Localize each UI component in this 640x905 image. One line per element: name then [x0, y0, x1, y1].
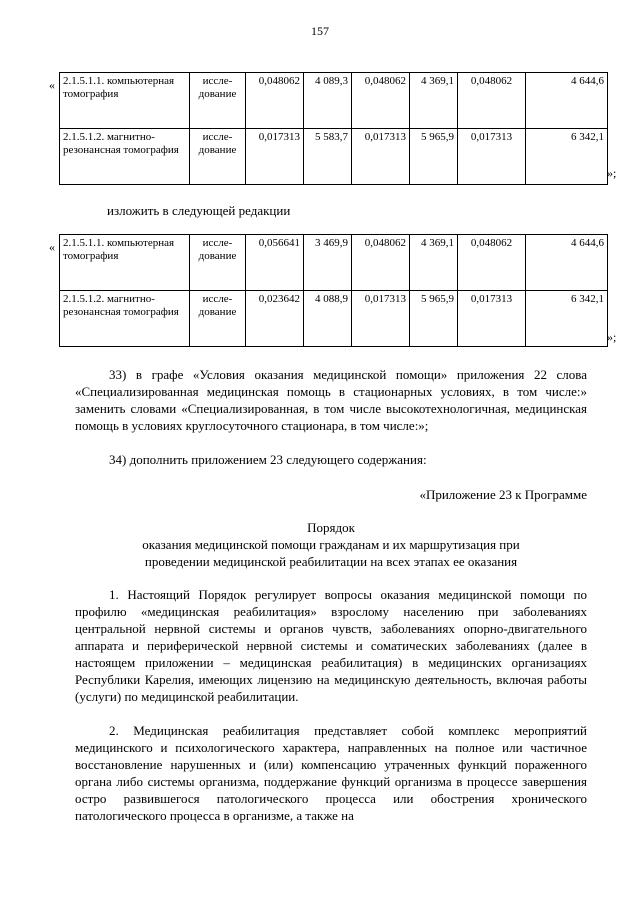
cell: 0,048062	[246, 73, 304, 129]
page-number: 157	[311, 24, 329, 38]
cell: 6 342,1	[526, 129, 608, 185]
cell: 3 469,9	[304, 235, 352, 291]
cell: 5 965,9	[410, 129, 458, 185]
close-mark-after: »;	[607, 330, 617, 344]
paragraph-1: 1. Настоящий Порядок регулирует вопросы оказания медицинской помощи по профилю «медицинская реабилитация» взрослому населению при заболеваниях центральной нервной системы и органов чувств, заболеваниях опорно-двигательного аппарата и периферической нервной системы и соматических заболеваниях (далее в настоящем приложении – медицинская реабилитация) в медицинских организациях Республики Карелия, имеющих лицензию на медицинскую деятельность, включая работы (услуги) по медицинской реабилитации.	[75, 587, 587, 704]
cell: 0,017313	[352, 291, 410, 347]
item-33: 33) в графе «Условия оказания медицинской помощи» приложения 22 слова «Специализированная медицинская помощь в стационарных условиях, в том числе:» заменить словами «Специализированная, в том числе высокотехнологичная, медицинская помощь в условиях круглосуточного стационара, в том числе:»;	[75, 367, 587, 433]
table-row	[60, 129, 608, 185]
row-name: 2.1.5.1.1. компьютерная томография	[60, 235, 190, 291]
row-name: 2.1.5.1.1. компьютерная томография	[60, 73, 190, 129]
cell: 6 342,1	[526, 291, 608, 347]
cell: 0,023642	[246, 291, 304, 347]
close-mark-before: »;	[607, 166, 617, 180]
cell: 0,017313	[458, 129, 526, 185]
cell: 4 369,1	[410, 235, 458, 291]
open-quote-after: «	[49, 240, 55, 254]
table-row	[60, 235, 608, 291]
cell: 0,048062	[458, 73, 526, 129]
table-row	[60, 73, 608, 129]
row-unit: иссле-дование	[190, 73, 246, 129]
table-before	[59, 72, 608, 185]
table-row	[60, 291, 608, 347]
cell: 4 088,9	[304, 291, 352, 347]
redaction-text: изложить в следующей редакции	[107, 203, 291, 218]
appendix-reference: «Приложение 23 к Программе	[419, 487, 587, 502]
table-after	[59, 234, 608, 347]
cell: 4 369,1	[410, 73, 458, 129]
cell: 0,056641	[246, 235, 304, 291]
cell: 4 644,6	[526, 235, 608, 291]
cell: 0,017313	[352, 129, 410, 185]
cell: 5 965,9	[410, 291, 458, 347]
heading	[75, 519, 587, 570]
cell: 0,048062	[458, 235, 526, 291]
heading-line-1: оказания медицинской помощи гражданам и их маршрутизация при	[142, 537, 520, 552]
paragraph-2: 2. Медицинская реабилитация представляет собой комплекс мероприятий медицинского и психологического характера, направленных на полное или частичное восстановление нарушенных и (или) компенсацию утраченных функций пораженного органа либо системы организма, поддержание функций организма в процессе завершения остро развившегося патологического процесса или обострения хронического патологического процесса в организме, а также на	[75, 723, 587, 823]
row-name: 2.1.5.1.2. магнитно-резонансная томография	[60, 291, 190, 347]
row-unit: иссле-дование	[190, 291, 246, 347]
item-34: 34) дополнить приложением 23 следующего содержания:	[109, 452, 427, 467]
cell: 5 583,7	[304, 129, 352, 185]
row-unit: иссле-дование	[190, 235, 246, 291]
row-unit: иссле-дование	[190, 129, 246, 185]
row-name: 2.1.5.1.2. магнитно-резонансная томография	[60, 129, 190, 185]
cell: 0,017313	[246, 129, 304, 185]
cell: 0,048062	[352, 73, 410, 129]
heading-title: Порядок	[307, 520, 355, 535]
heading-line-2: проведении медицинской реабилитации на всех этапах ее оказания	[144, 554, 518, 569]
cell: 4 644,6	[526, 73, 608, 129]
cell: 4 089,3	[304, 73, 352, 129]
open-quote-before: «	[49, 78, 55, 92]
cell: 0,017313	[458, 291, 526, 347]
cell: 0,048062	[352, 235, 410, 291]
